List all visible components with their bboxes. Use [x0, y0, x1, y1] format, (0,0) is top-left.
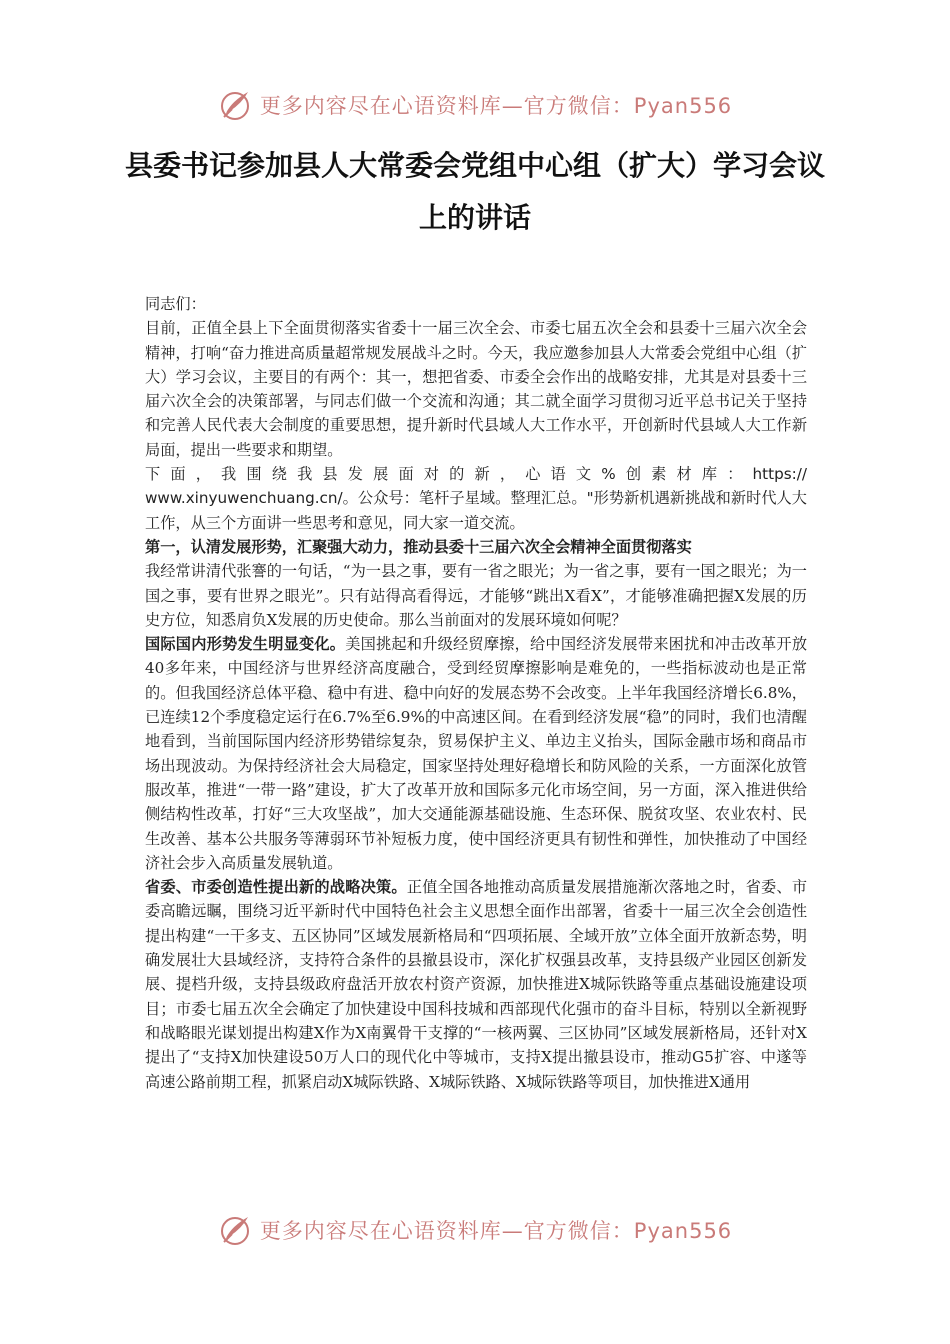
paragraph-outlook: 我经常讲清代张謇的一句话，“为一县之事，要有一省之眼光；为一省之事，要有一国之眼光；为一国之事，要有世界之眼光”。只有站得高看得远，才能够“跳出X看X”，才能够准确把握X发展的历史方位，知悉肩负X发展的历史使命。那么当前面对的发展环境如何呢？	[145, 562, 807, 629]
watermark-banner-top	[0, 85, 950, 125]
quill-logo-icon	[218, 1212, 254, 1248]
section-heading-1: 第一，认清发展形势，汇聚强大动力，推动县委十三届六次全会精神全面贯彻落实	[145, 537, 692, 556]
greeting: 同志们：	[145, 295, 206, 313]
paragraph-situation-body: 美国挑起和升级经贸摩擦，给中国经济发展带来困扰和冲击改革开放40多年来，中国经济与世界经济高度融合，受到经贸摩擦影响是难免的，一些指标波动也是正常的。但我国经济总体平稳、稳中有进、稳中向好的发展态势不会改变。上半年我国经济增长6.8%，已连续12个季度稳定运行在6.7%至6.9%的中高速区间。在看到经济发展“稳”的同时，我们也清醒地看到，当前国际国内经济形势错综复杂，贸易保护主义、单边主义抬头，国际金融市场和商品市场出现波动。为保持经济社会大局稳定，国家坚持处理好稳增长和防风险的关系，一方面深化放管服改革，推进“一带一路”建设，扩大了改革开放和国际多元化市场空间，另一方面，深入推进供给侧结构性改革，打好“三大攻坚战”，加大交通能源基础设施、生态环保、脱贫攻坚、农业农村、民生改善、基本公共服务等薄弱环节补短板力度，使中国经济更具有韧性和弹性，加快推动了中国经济社会步入高质量发展轨道。	[145, 635, 808, 872]
paragraph-intro: 目前，正值全县上下全面贯彻落实省委十一届三次全会、市委七届五次全会和县委十三届六次全会精神，打响“奋力推进高质量超常规发展战斗之时。今天，我应邀参加县人大常委会党组中心组（扩大）学习会议，主要目的有两个：其一，想把省委、市委全会作出的战略安排，尤其是对县委十三届六次全会的决策部署，与同志们做一个交流和沟通；其二就全面学习贯彻习近平总书记关于坚持和完善人民代表大会制度的重要思想，提升新时代县域人大工作水平，开创新时代县域人大工作新局面，提出一些要求和期望。	[145, 319, 807, 459]
watermark-banner-bottom	[0, 1210, 950, 1250]
paragraph-source-rest: www.xinyuwenchuang.cn/。公众号：笔杆子星域。整理汇总。"形势新机遇新挑战和新时代人大工作，从三个方面讲一些思考和意见，同大家一道交流。	[145, 489, 807, 532]
paragraph-strategy-body: 正值全国各地推动高质量发展措施渐次落地之时，省委、市委高瞻远瞩，围绕习近平新时代中国特色社会主义思想全面作出部署，省委十一届三次全会创造性提出构建“一干多支、五区协同”区域发展新格局和“四项拓展、全域开放”立体全面开放新态势，明确发展壮大县域经济，支持符合条件的县撤县设市，深化扩权强县改革，支持县级产业园区创新发展、提档升级，支持县级政府盘活开放农村资产资源，加快推进X城际铁路等重点基础设施建设项目；市委七届五次全会确定了加快建设中国科技城和西部现代化强市的奋斗目标，特别以全新视野和战略眼光谋划提出构建X作为X南翼骨干支撑的“一核两翼、三区协同”区域发展新格局，还针对X提出了“支持X加快建设50万人口的现代化中等城市，支持X提出撤县设市，推动G5扩容、中遂等高速公路前期工程，抓紧启动X城际铁路、X城际铁路、X城际铁路等项目，加快推进X通用	[145, 878, 808, 1091]
paragraph-situation-lead: 国际国内形势发生明显变化。	[145, 635, 346, 654]
paragraph-strategy-lead: 省委、市委创造性提出新的战略决策。	[145, 878, 407, 897]
document-title: 县委书记参加县人大常委会党组中心组（扩大）学习会议上的讲话	[124, 149, 825, 234]
quill-logo-icon	[218, 87, 254, 123]
paragraph-situation	[145, 632, 807, 875]
document-body	[145, 292, 807, 1094]
paragraph-source-line1: 下面，我围绕我县发展面对的新，心语文%创素材库：https://	[145, 465, 807, 484]
watermark-text: 更多内容尽在心语资料库—官方微信：Pyan556	[259, 94, 733, 118]
paragraph-strategy	[145, 875, 807, 1094]
watermark-text: 更多内容尽在心语资料库—官方微信：Pyan556	[259, 1219, 733, 1243]
